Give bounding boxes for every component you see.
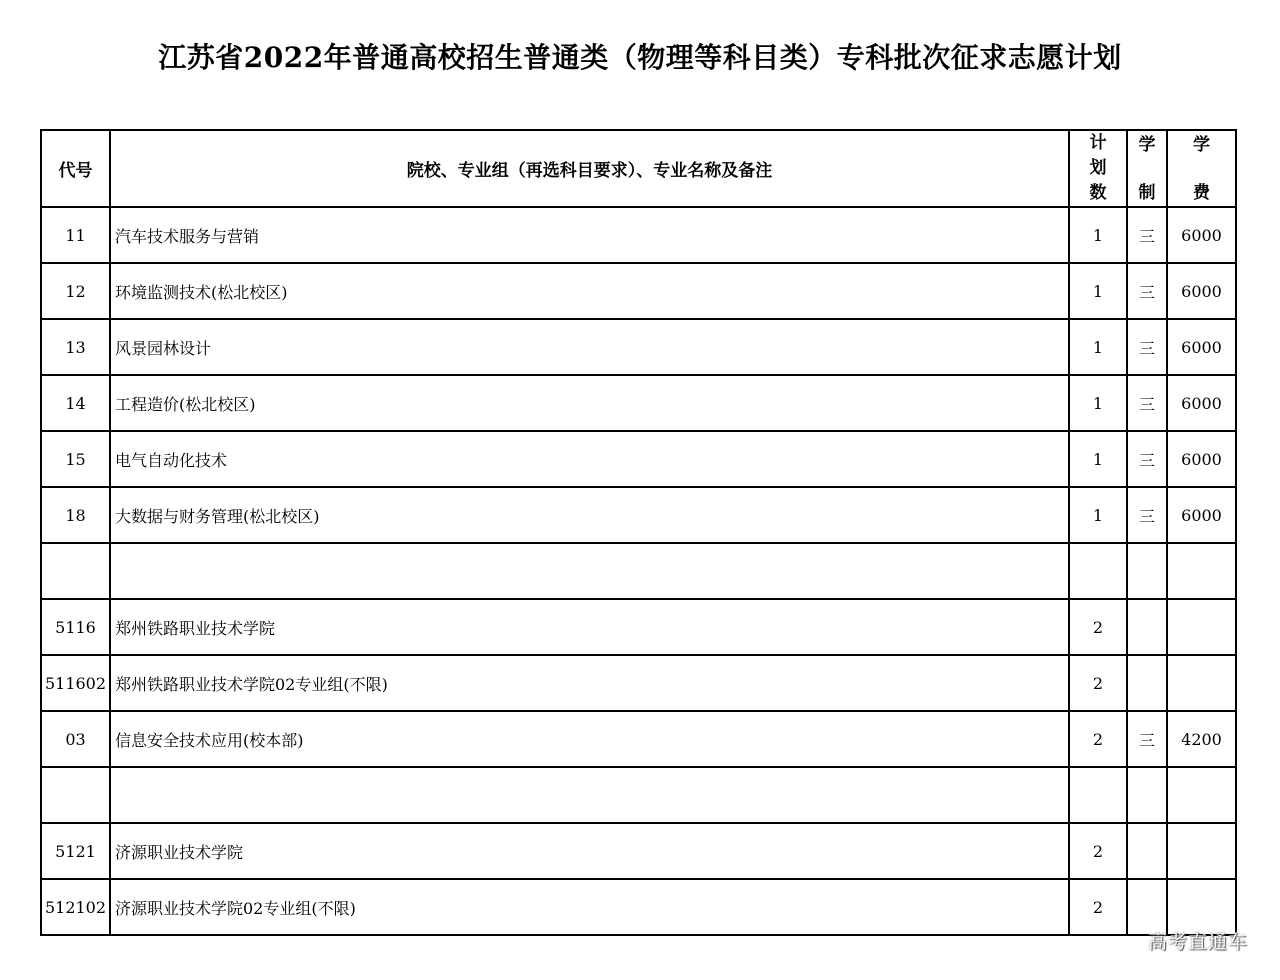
cell-code: 5116 xyxy=(41,599,110,655)
cell-name: 济源职业技术学院 xyxy=(110,823,1069,879)
cell-code xyxy=(41,543,110,599)
cell-count: 1 xyxy=(1069,375,1127,431)
table-row xyxy=(41,599,1236,655)
header-fee-char: 学 xyxy=(1193,134,1210,155)
cell-system: 三 xyxy=(1127,375,1167,431)
table-row xyxy=(41,655,1236,711)
cell-count: 2 xyxy=(1069,599,1127,655)
cell-code: 13 xyxy=(41,319,110,375)
cell-count xyxy=(1069,543,1127,599)
table-row xyxy=(41,879,1236,935)
cell-name: 环境监测技术(松北校区) xyxy=(110,263,1069,319)
cell-count: 2 xyxy=(1069,655,1127,711)
cell-fee xyxy=(1167,599,1236,655)
cell-fee xyxy=(1167,543,1236,599)
table-row-empty xyxy=(41,543,1236,599)
header-row xyxy=(41,130,1236,207)
header-plan-count xyxy=(1069,130,1127,207)
cell-fee: 6000 xyxy=(1167,319,1236,375)
plan-table xyxy=(40,129,1237,936)
header-name: 院校、专业组（再选科目要求）、专业名称及备注 xyxy=(110,130,1069,207)
cell-system: 三 xyxy=(1127,263,1167,319)
table-row xyxy=(41,431,1236,487)
cell-name: 郑州铁路职业技术学院02专业组(不限) xyxy=(110,655,1069,711)
cell-code: 511602 xyxy=(41,655,110,711)
table-row xyxy=(41,319,1236,375)
cell-count: 1 xyxy=(1069,319,1127,375)
cell-code: 03 xyxy=(41,711,110,767)
cell-name: 大数据与财务管理(松北校区) xyxy=(110,487,1069,543)
cell-system: 三 xyxy=(1127,431,1167,487)
cell-fee xyxy=(1167,823,1236,879)
cell-name: 工程造价(松北校区) xyxy=(110,375,1069,431)
header-fee xyxy=(1167,130,1236,207)
cell-fee: 6000 xyxy=(1167,487,1236,543)
cell-fee: 6000 xyxy=(1167,375,1236,431)
cell-fee: 6000 xyxy=(1167,207,1236,263)
cell-name: 汽车技术服务与营销 xyxy=(110,207,1069,263)
header-system-char: 学 xyxy=(1138,134,1156,155)
cell-code: 11 xyxy=(41,207,110,263)
cell-system: 三 xyxy=(1127,711,1167,767)
cell-fee: 4200 xyxy=(1167,711,1236,767)
table-row xyxy=(41,487,1236,543)
table-row xyxy=(41,375,1236,431)
cell-fee xyxy=(1167,767,1236,823)
header-fee-char: 费 xyxy=(1193,182,1210,203)
cell-count: 1 xyxy=(1069,487,1127,543)
cell-code: 5121 xyxy=(41,823,110,879)
cell-name: 风景园林设计 xyxy=(110,319,1069,375)
header-code: 代号 xyxy=(41,130,110,207)
cell-fee xyxy=(1167,655,1236,711)
header-system xyxy=(1127,130,1167,207)
header-plan-count-char: 计 xyxy=(1089,133,1107,153)
cell-system: 三 xyxy=(1127,319,1167,375)
table-row xyxy=(41,711,1236,767)
cell-count: 1 xyxy=(1069,431,1127,487)
cell-count: 2 xyxy=(1069,711,1127,767)
cell-count: 2 xyxy=(1069,879,1127,935)
table-row-empty xyxy=(41,767,1236,823)
cell-system: 三 xyxy=(1127,207,1167,263)
page-title: 江苏省2022年普通高校招生普通类（物理等科目类）专科批次征求志愿计划 xyxy=(158,41,1122,74)
cell-code: 12 xyxy=(41,263,110,319)
header-plan-count-char: 划 xyxy=(1089,158,1107,178)
cell-name xyxy=(110,767,1069,823)
cell-system xyxy=(1127,823,1167,879)
cell-fee: 6000 xyxy=(1167,263,1236,319)
cell-name: 信息安全技术应用(校本部) xyxy=(110,711,1069,767)
table-row xyxy=(41,823,1236,879)
cell-name: 郑州铁路职业技术学院 xyxy=(110,599,1069,655)
cell-count: 1 xyxy=(1069,263,1127,319)
cell-code: 512102 xyxy=(41,879,110,935)
cell-count: 1 xyxy=(1069,207,1127,263)
table-row xyxy=(41,263,1236,319)
cell-system xyxy=(1127,543,1167,599)
cell-system xyxy=(1127,655,1167,711)
cell-system xyxy=(1127,599,1167,655)
cell-code xyxy=(41,767,110,823)
cell-code: 14 xyxy=(41,375,110,431)
header-system-char: 制 xyxy=(1138,182,1156,203)
table-row xyxy=(41,207,1236,263)
watermark-text: 高考直通车 xyxy=(1147,931,1248,953)
cell-system xyxy=(1127,767,1167,823)
header-plan-count-char: 数 xyxy=(1089,183,1107,203)
cell-name: 电气自动化技术 xyxy=(110,431,1069,487)
cell-code: 15 xyxy=(41,431,110,487)
cell-fee: 6000 xyxy=(1167,431,1236,487)
cell-name: 济源职业技术学院02专业组(不限) xyxy=(110,879,1069,935)
cell-count xyxy=(1069,767,1127,823)
cell-count: 2 xyxy=(1069,823,1127,879)
cell-system: 三 xyxy=(1127,487,1167,543)
cell-code: 18 xyxy=(41,487,110,543)
cell-name xyxy=(110,543,1069,599)
